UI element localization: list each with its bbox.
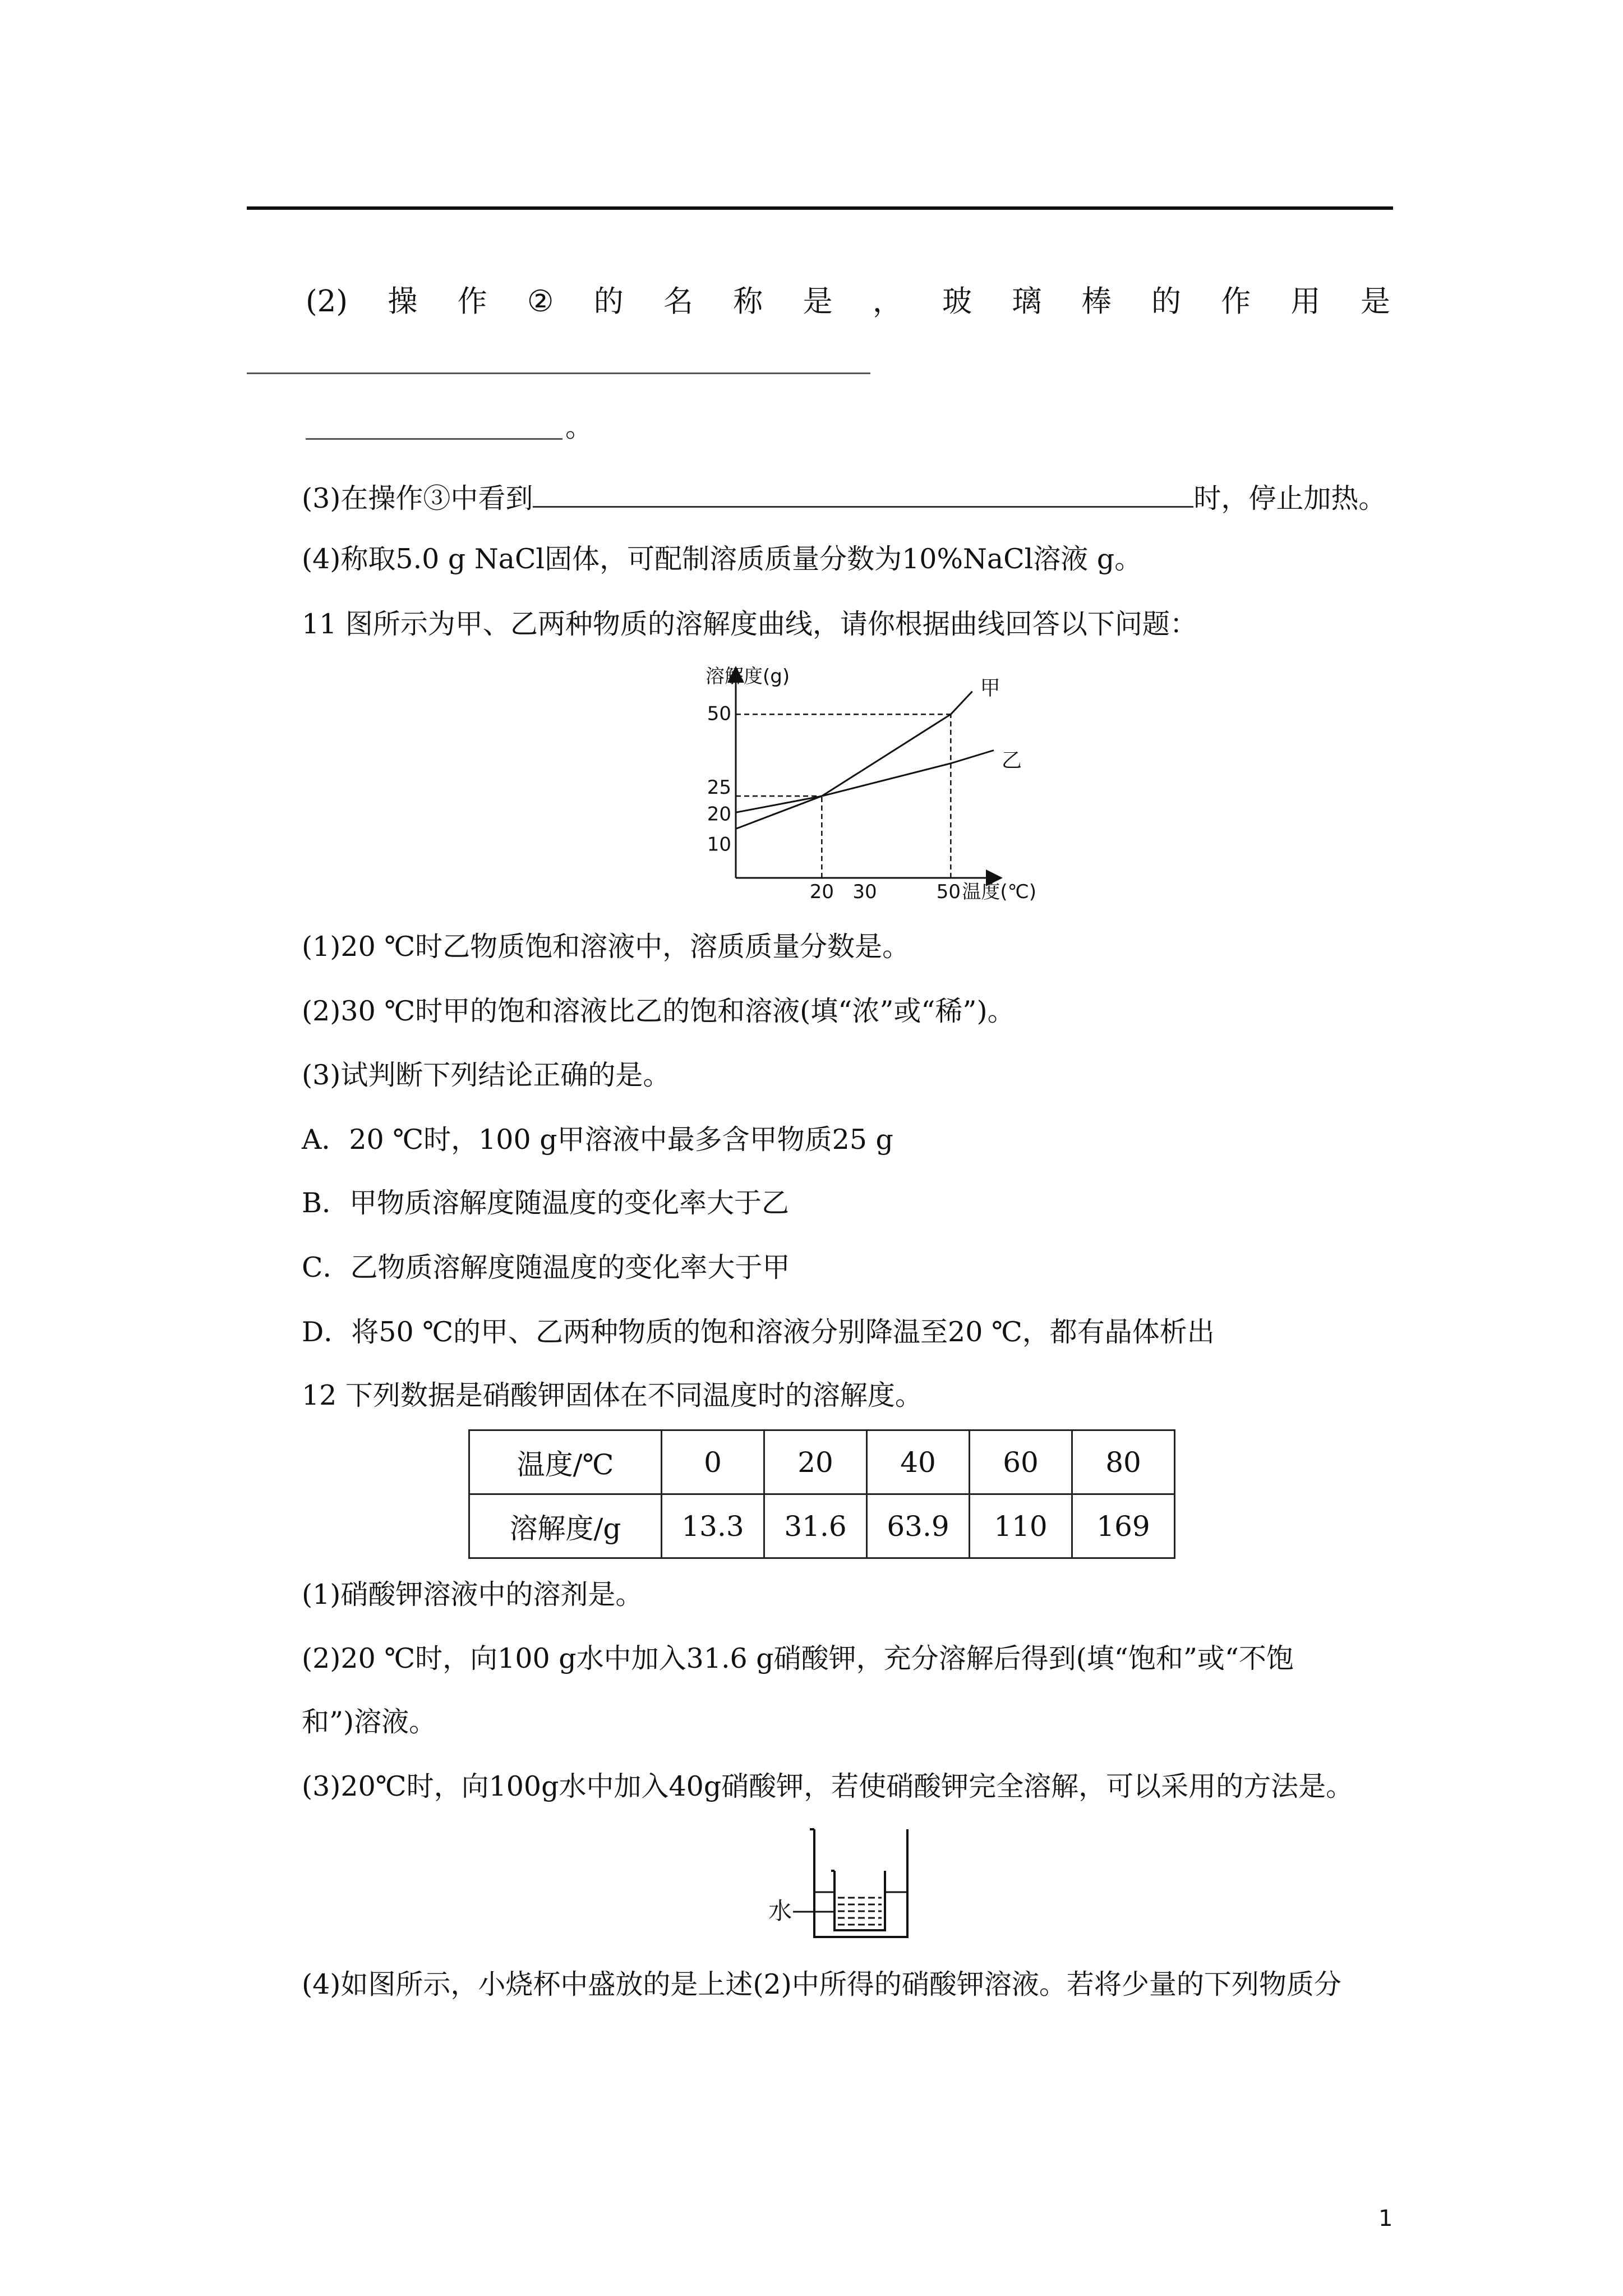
- y-tick-label: 25: [707, 776, 731, 799]
- q10-part2-number: (2): [306, 284, 348, 319]
- q10-part4: (4)称取5.0 g NaCl固体，可配制溶质质量分数为10%NaCl溶液 g。: [302, 543, 1142, 575]
- table-cell: 0: [662, 1430, 764, 1494]
- x-tick-label: 20: [809, 881, 834, 903]
- q12-part2-line2: 和”)溶液。: [302, 1706, 437, 1738]
- q10-token: 是: [1360, 284, 1390, 319]
- beaker-diagram: [768, 1820, 937, 1949]
- q11-option-c: C．乙物质溶解度随温度的变化率大于甲: [302, 1251, 790, 1283]
- answer-blank: [306, 438, 562, 440]
- water-label: 水: [768, 1897, 792, 1925]
- q10-token: 作: [1221, 284, 1251, 319]
- table-cell: 110: [970, 1494, 1072, 1558]
- q10-token: 的: [1151, 284, 1181, 319]
- solubility-table: [468, 1429, 1175, 1559]
- q11-stem: 11 图所示为甲、乙两种物质的溶解度曲线，请你根据曲线回答以下问题：: [302, 608, 1197, 640]
- q12-part2-line1: (2)20 ℃时，向100 g水中加入31.6 g硝酸钾，充分溶解后得到(填“饱和”或“不饱: [302, 1642, 1294, 1674]
- table-row: [469, 1494, 1175, 1558]
- series-line-jia: [736, 692, 972, 829]
- q12-part4: (4)如图所示，小烧杯中盛放的是上述(2)中所得的硝酸钾溶液。若将少量的下列物质分: [302, 1968, 1341, 2000]
- large-beaker: [810, 1829, 907, 1937]
- q10-token: 作: [457, 284, 487, 319]
- answer-blank: [247, 372, 870, 374]
- q11-part2: (2)30 ℃时甲的饱和溶液比乙的饱和溶液(填“浓”或“稀”)。: [302, 995, 1015, 1027]
- series-label: 乙: [1002, 749, 1022, 772]
- solubility-chart: [695, 665, 1037, 903]
- series-line-yi: [736, 751, 994, 813]
- q10-part3: (3)在操作③中看到 时，停止加热。: [302, 482, 1386, 514]
- table-cell: 80: [1072, 1430, 1175, 1494]
- answer-blank: [533, 481, 1193, 508]
- x-tick-label: 30: [852, 881, 877, 903]
- q11-option-d: D．将50 ℃的甲、乙两种物质的饱和溶液分别降温至20 ℃，都有晶体析出: [302, 1316, 1215, 1348]
- small-beaker: [831, 1871, 885, 1930]
- page-number: 1: [1378, 2206, 1393, 2231]
- q10-token: ，: [872, 284, 902, 319]
- q10-part2-end: 。: [565, 411, 593, 443]
- table-cell: 20: [764, 1430, 867, 1494]
- table-cell: 31.6: [764, 1494, 867, 1558]
- table-header-cell: 溶解度/g: [469, 1494, 662, 1558]
- q10-token: 的: [593, 284, 624, 319]
- series-label: 甲: [980, 677, 1000, 700]
- x-tick-label: 50: [936, 881, 961, 903]
- q10-token: 用: [1290, 284, 1321, 319]
- table-cell: 40: [867, 1430, 970, 1494]
- table-header-cell: 温度/℃: [469, 1430, 662, 1494]
- q10-token: 名: [663, 284, 693, 319]
- solution-hatching: [838, 1898, 882, 1925]
- q10-token: 玻: [942, 284, 972, 319]
- q12-stem: 12 下列数据是硝酸钾固体在不同温度时的溶解度。: [302, 1379, 923, 1411]
- q11-part1: (1)20 ℃时乙物质饱和溶液中，溶质质量分数是。: [302, 931, 910, 963]
- q10-token: 是: [803, 284, 833, 319]
- header-rule: [247, 206, 1393, 210]
- q10-token: ②: [527, 284, 554, 319]
- q10-token: 称: [733, 284, 763, 319]
- table-cell: 63.9: [867, 1494, 970, 1558]
- x-axis-label: 温度(℃): [962, 881, 1037, 903]
- q12-part3: (3)20℃时，向100g水中加入40g硝酸钾，若使硝酸钾完全溶解，可以采用的方法是。: [302, 1770, 1354, 1802]
- table-cell: 60: [970, 1430, 1072, 1494]
- y-tick-label: 20: [707, 803, 731, 826]
- y-tick-label: 50: [707, 702, 731, 725]
- table-cell: 13.3: [662, 1494, 764, 1558]
- q10-part2-line: [306, 285, 1390, 319]
- table-row: [469, 1430, 1175, 1494]
- q11-option-b: B．甲物质溶解度随温度的变化率大于乙: [302, 1187, 790, 1219]
- q10-token: 棒: [1081, 284, 1112, 319]
- q10-token: 璃: [1012, 284, 1042, 319]
- q11-part3: (3)试判断下列结论正确的是。: [302, 1059, 671, 1091]
- y-axis-label: 溶解度(g): [706, 665, 790, 688]
- q11-option-a: A．20 ℃时，100 g甲溶液中最多含甲物质25 g: [302, 1124, 893, 1156]
- table-cell: 169: [1072, 1494, 1175, 1558]
- y-tick-label: 10: [707, 833, 731, 856]
- q12-part1: (1)硝酸钾溶液中的溶剂是。: [302, 1579, 643, 1611]
- q10-token: 操: [388, 284, 418, 319]
